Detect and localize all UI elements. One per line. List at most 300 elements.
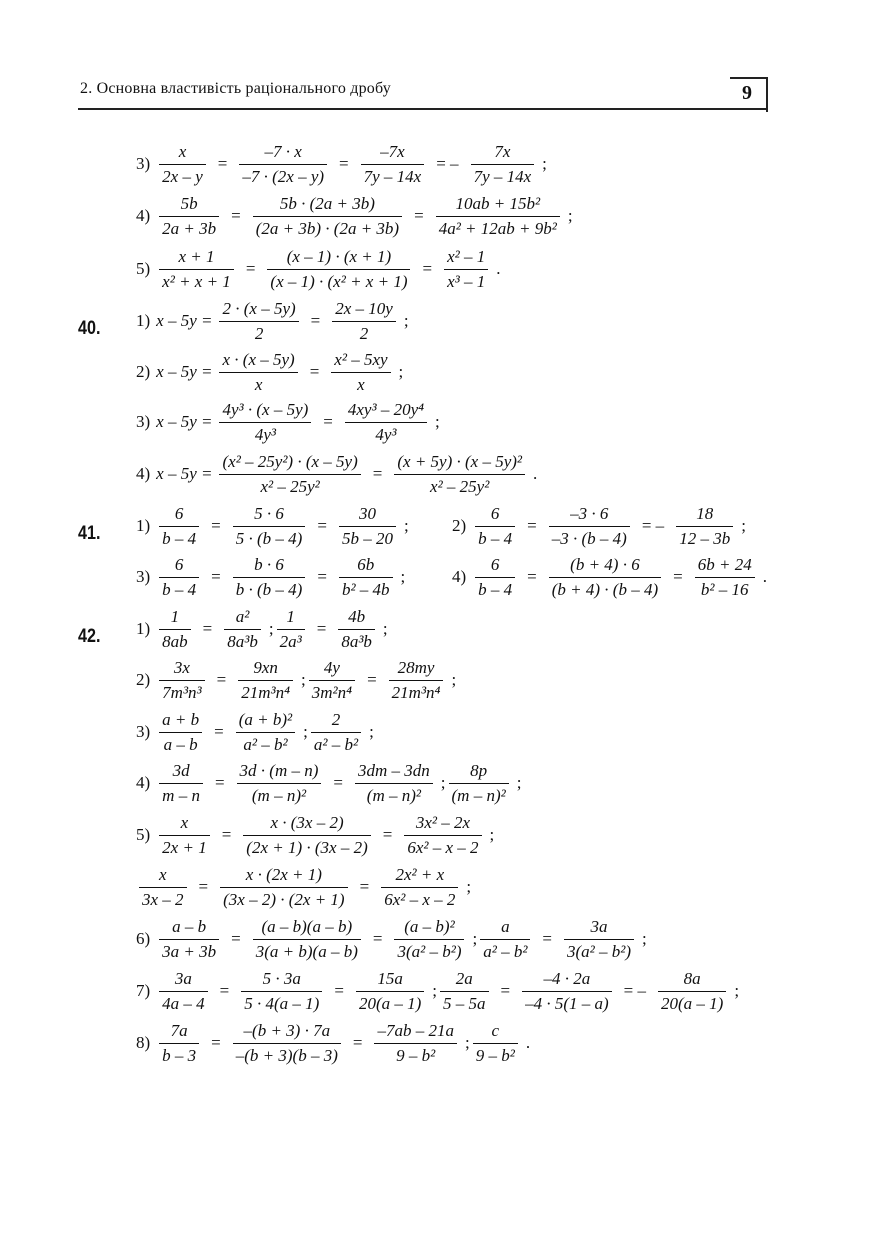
numerator: 7x bbox=[494, 141, 511, 161]
punctuation: . bbox=[496, 259, 501, 278]
denominator: 5b – 20 bbox=[339, 526, 396, 549]
equation-line bbox=[452, 551, 767, 603]
numerator: –(b + 3) · 7a bbox=[243, 1020, 331, 1040]
item-label: 4) bbox=[136, 206, 151, 225]
punctuation: ; bbox=[303, 722, 308, 741]
denominator: b – 4 bbox=[159, 577, 199, 600]
problem-number-40: 40. bbox=[78, 318, 101, 339]
numerator: 3dm – 3dn bbox=[358, 760, 430, 780]
numerator: 8p bbox=[470, 760, 488, 780]
denominator: b – 4 bbox=[475, 526, 515, 549]
denominator: 2x – y bbox=[159, 164, 206, 187]
numerator: 3a bbox=[590, 916, 608, 936]
expression: x – 5y = bbox=[156, 464, 213, 483]
item-label: 5) bbox=[136, 825, 151, 844]
numerator: 9xn bbox=[253, 657, 278, 677]
numerator: 6b bbox=[357, 554, 375, 574]
denominator: x bbox=[331, 372, 390, 395]
denominator: 9 – b² bbox=[374, 1043, 457, 1066]
punctuation: . bbox=[533, 464, 538, 483]
fraction bbox=[436, 194, 560, 239]
item-label: 3) bbox=[136, 567, 151, 586]
punctuation: . bbox=[525, 1033, 531, 1052]
punctuation: ; bbox=[435, 412, 440, 431]
expression: x – 5y = bbox=[156, 412, 213, 431]
equation-line bbox=[136, 190, 573, 242]
punctuation: ; bbox=[400, 567, 406, 586]
denominator: a² – b² bbox=[480, 939, 530, 962]
numerator: x² – 1 bbox=[447, 246, 486, 266]
fraction bbox=[241, 969, 322, 1014]
fraction bbox=[159, 555, 199, 600]
fraction bbox=[159, 710, 202, 755]
numerator: 3d bbox=[172, 760, 190, 780]
equation-line bbox=[136, 654, 456, 706]
fraction bbox=[549, 555, 661, 600]
numerator: 5b bbox=[180, 193, 198, 213]
equation-line bbox=[136, 448, 537, 500]
numerator: (a – b)² bbox=[404, 916, 455, 936]
numerator: –3 · 6 bbox=[570, 503, 609, 523]
numerator: 28my bbox=[397, 657, 435, 677]
operator: = bbox=[382, 825, 393, 844]
expression: x – 5y = bbox=[156, 311, 213, 330]
denominator: 5 · (b – 4) bbox=[233, 526, 306, 549]
expression: x – 5y = bbox=[156, 362, 213, 381]
operator: = bbox=[542, 929, 553, 948]
numerator: x · (3x – 2) bbox=[270, 812, 344, 832]
equation-line bbox=[136, 346, 403, 398]
denominator: x² + x + 1 bbox=[159, 269, 234, 292]
denominator: b² – 4b bbox=[339, 577, 393, 600]
operator: = bbox=[333, 773, 343, 792]
fraction bbox=[361, 142, 425, 187]
numerator: 10ab + 15b² bbox=[455, 193, 541, 213]
denominator: a – b bbox=[159, 732, 202, 755]
denominator: (m – n)² bbox=[237, 783, 322, 806]
fraction bbox=[159, 607, 191, 652]
denominator: 7y – 14x bbox=[361, 164, 425, 187]
fraction bbox=[219, 299, 298, 344]
numerator: –7x bbox=[380, 141, 405, 161]
equation-line bbox=[136, 913, 647, 965]
fraction bbox=[695, 555, 755, 600]
fraction bbox=[475, 504, 515, 549]
punctuation: ; bbox=[516, 773, 522, 792]
item-label: 8) bbox=[136, 1033, 151, 1052]
fraction bbox=[522, 969, 612, 1014]
item-label: 3) bbox=[136, 412, 151, 431]
denominator: 2 bbox=[219, 321, 298, 344]
denominator: –7 · (2x – y) bbox=[239, 164, 327, 187]
denominator: –3 · (b – 4) bbox=[549, 526, 630, 549]
punctuation: ; bbox=[466, 877, 472, 896]
denominator: b – 4 bbox=[475, 577, 515, 600]
equation-line bbox=[136, 861, 471, 913]
header-rule bbox=[78, 108, 768, 110]
numerator: 2a bbox=[455, 968, 473, 988]
denominator: 7y – 14x bbox=[471, 164, 535, 187]
fraction bbox=[549, 504, 630, 549]
fraction bbox=[356, 969, 424, 1014]
numerator: 30 bbox=[358, 503, 376, 523]
punctuation: ; bbox=[734, 981, 740, 1000]
denominator: 21m³n⁴ bbox=[238, 680, 293, 703]
numerator: 4xy³ – 20y⁴ bbox=[347, 399, 425, 419]
denominator: 3(a² – b²) bbox=[564, 939, 634, 962]
operator: = bbox=[219, 981, 230, 1000]
operator: = bbox=[372, 929, 383, 948]
fraction bbox=[238, 658, 293, 703]
punctuation: ; bbox=[268, 619, 274, 638]
operator: = bbox=[309, 362, 320, 381]
denominator: 21m³n⁴ bbox=[389, 680, 444, 703]
fraction bbox=[159, 813, 210, 858]
numerator: 15a bbox=[377, 968, 403, 988]
denominator: 4y³ bbox=[345, 422, 427, 445]
operator: = bbox=[323, 412, 333, 431]
item-label: 6) bbox=[136, 929, 151, 948]
punctuation: ; bbox=[451, 670, 457, 689]
fraction bbox=[676, 504, 733, 549]
punctuation: ; bbox=[432, 981, 437, 1000]
denominator: x³ – 1 bbox=[444, 269, 488, 292]
numerator: 2x² + x bbox=[395, 864, 445, 884]
punctuation: ; bbox=[489, 825, 495, 844]
fraction bbox=[253, 917, 361, 962]
denominator: (3x – 2) · (2x + 1) bbox=[220, 887, 347, 910]
punctuation: ; bbox=[369, 722, 374, 741]
denominator: b · (b – 4) bbox=[233, 577, 306, 600]
item-label: 1) bbox=[136, 516, 151, 535]
numerator: x · (2x + 1) bbox=[245, 864, 322, 884]
fraction bbox=[236, 710, 295, 755]
numerator: a bbox=[501, 916, 510, 936]
numerator: c bbox=[491, 1020, 500, 1040]
equation-line bbox=[136, 295, 409, 347]
item-label: 2) bbox=[136, 670, 151, 689]
numerator: x bbox=[159, 864, 167, 884]
operator: = bbox=[500, 981, 511, 1000]
punctuation: ; bbox=[542, 154, 547, 173]
denominator: 4a² + 12ab + 9b² bbox=[436, 216, 560, 239]
denominator: 12 – 3b bbox=[676, 526, 733, 549]
operator: = bbox=[198, 877, 209, 896]
numerator: x bbox=[178, 141, 187, 161]
fraction bbox=[564, 917, 634, 962]
denominator: 3m²n⁴ bbox=[309, 680, 355, 703]
denominator: a² – b² bbox=[311, 732, 361, 755]
operator: = bbox=[317, 567, 327, 586]
operator: = bbox=[214, 773, 225, 792]
operator: = bbox=[317, 516, 327, 535]
fraction bbox=[404, 813, 481, 858]
numerator: 6b + 24 bbox=[697, 554, 752, 574]
item-label: 3) bbox=[136, 154, 151, 173]
denominator: 20(a – 1) bbox=[356, 991, 424, 1014]
numerator: 6 bbox=[490, 554, 500, 574]
punctuation: ; bbox=[741, 516, 746, 535]
denominator: x² – 25y² bbox=[394, 474, 525, 497]
equation-line bbox=[136, 396, 440, 448]
item-label: 2) bbox=[452, 516, 467, 535]
equation-line bbox=[136, 965, 739, 1017]
denominator: 7m³n³ bbox=[159, 680, 204, 703]
numerator: 2 bbox=[331, 709, 341, 729]
operator: = bbox=[527, 567, 537, 586]
fraction bbox=[233, 1021, 341, 1066]
denominator: b – 4 bbox=[159, 526, 199, 549]
numerator: (a – b)(a – b) bbox=[261, 916, 353, 936]
numerator: a + b bbox=[162, 709, 200, 729]
fraction bbox=[277, 607, 305, 652]
fraction bbox=[233, 504, 306, 549]
numerator: –4 · 2a bbox=[543, 968, 591, 988]
operator: = – bbox=[623, 981, 647, 1000]
fraction bbox=[440, 969, 489, 1014]
punctuation: ; bbox=[440, 773, 446, 792]
numerator: (x – 1) · (x + 1) bbox=[286, 246, 392, 266]
numerator: 2 · (x – 5y) bbox=[222, 298, 296, 318]
numerator: –7 · x bbox=[264, 141, 302, 161]
fraction bbox=[381, 865, 458, 910]
denominator: b – 3 bbox=[159, 1043, 199, 1066]
denominator: 4y³ bbox=[219, 422, 311, 445]
operator: = bbox=[414, 206, 424, 225]
denominator: (m – n)² bbox=[449, 783, 509, 806]
chapter-title: 2. Основна властивість раціонального дробу bbox=[80, 80, 391, 97]
fraction bbox=[219, 452, 360, 497]
numerator: 5b · (2a + 3b) bbox=[279, 193, 375, 213]
operator: = bbox=[352, 1033, 363, 1052]
equation-line bbox=[136, 551, 405, 603]
operator: = bbox=[422, 259, 433, 278]
denominator: 4a – 4 bbox=[159, 991, 208, 1014]
operator: = bbox=[202, 619, 213, 638]
fraction bbox=[237, 761, 322, 806]
numerator: 2x – 10y bbox=[335, 298, 393, 318]
denominator: 5 – 5a bbox=[440, 991, 489, 1014]
denominator: 2x + 1 bbox=[159, 835, 210, 858]
operator: = bbox=[221, 825, 232, 844]
equation-line bbox=[136, 138, 547, 190]
denominator: 3(a + b)(a – b) bbox=[253, 939, 361, 962]
numerator: (x² – 25y²) · (x – 5y) bbox=[222, 451, 358, 471]
fraction bbox=[233, 555, 306, 600]
denominator: 8a³b bbox=[224, 629, 261, 652]
denominator: (2x + 1) · (3x – 2) bbox=[243, 835, 370, 858]
equation-line bbox=[136, 1017, 530, 1069]
denominator: –4 · 5(1 – a) bbox=[522, 991, 612, 1014]
denominator: b² – 16 bbox=[695, 577, 755, 600]
denominator: 3x – 2 bbox=[139, 887, 187, 910]
fraction bbox=[311, 710, 361, 755]
fraction bbox=[444, 247, 488, 292]
numerator: x² – 5xy bbox=[334, 349, 388, 369]
fraction bbox=[658, 969, 726, 1014]
numerator: x + 1 bbox=[178, 246, 215, 266]
numerator: a² bbox=[235, 606, 250, 626]
item-label: 3) bbox=[136, 722, 151, 741]
punctuation: ; bbox=[472, 929, 478, 948]
fraction bbox=[389, 658, 444, 703]
punctuation: ; bbox=[403, 516, 409, 535]
numerator: 4y³ · (x – 5y) bbox=[222, 399, 309, 419]
fraction bbox=[480, 917, 530, 962]
denominator: 2a³ bbox=[277, 629, 305, 652]
operator: = – bbox=[436, 154, 459, 173]
fraction bbox=[309, 658, 355, 703]
item-label: 4) bbox=[136, 773, 151, 792]
equation-line bbox=[136, 706, 374, 758]
punctuation: ; bbox=[382, 619, 388, 638]
denominator: 8a³b bbox=[338, 629, 375, 652]
equation-line bbox=[136, 243, 500, 295]
operator: = bbox=[339, 154, 349, 173]
denominator: 2 bbox=[332, 321, 396, 344]
fraction bbox=[394, 452, 525, 497]
operator: = bbox=[527, 516, 537, 535]
fraction bbox=[159, 1021, 199, 1066]
problem-number-41: 41. bbox=[78, 523, 101, 544]
fraction bbox=[239, 142, 327, 187]
fraction bbox=[159, 969, 208, 1014]
operator: = bbox=[673, 567, 683, 586]
numerator: x bbox=[180, 812, 189, 832]
operator: = bbox=[231, 206, 241, 225]
punctuation: ; bbox=[403, 311, 409, 330]
numerator: 18 bbox=[696, 503, 714, 523]
operator: = bbox=[316, 619, 327, 638]
denominator: 20(a – 1) bbox=[658, 991, 726, 1014]
numerator: 5 · 6 bbox=[254, 503, 284, 523]
numerator: 3d · (m – n) bbox=[239, 760, 319, 780]
denominator: a² – b² bbox=[236, 732, 295, 755]
fraction bbox=[339, 504, 396, 549]
punctuation: . bbox=[762, 567, 767, 586]
fraction bbox=[475, 555, 515, 600]
numerator: x · (x – 5y) bbox=[222, 349, 295, 369]
item-label: 7) bbox=[136, 981, 151, 1000]
operator: = bbox=[372, 464, 383, 483]
operator: = bbox=[216, 670, 227, 689]
operator: = bbox=[310, 311, 321, 330]
operator: = – bbox=[641, 516, 665, 535]
problem-number-42: 42. bbox=[78, 626, 101, 647]
punctuation: ; bbox=[464, 1033, 470, 1052]
fraction bbox=[449, 761, 509, 806]
item-label: 4) bbox=[136, 464, 151, 483]
denominator: –(b + 3)(b – 3) bbox=[233, 1043, 341, 1066]
fraction bbox=[355, 761, 433, 806]
denominator: (b + 4) · (b – 4) bbox=[549, 577, 661, 600]
fraction bbox=[224, 607, 261, 652]
equation-line bbox=[452, 500, 746, 552]
fraction bbox=[159, 761, 203, 806]
page-number: 9 bbox=[742, 82, 752, 104]
operator: = bbox=[245, 259, 256, 278]
fraction bbox=[159, 247, 234, 292]
denominator: (x – 1) · (x² + x + 1) bbox=[267, 269, 410, 292]
operator: = bbox=[211, 516, 221, 535]
fraction bbox=[159, 658, 204, 703]
fraction bbox=[220, 865, 347, 910]
item-label: 1) bbox=[136, 619, 151, 638]
item-label: 5) bbox=[136, 259, 151, 278]
numerator: 3x bbox=[173, 657, 190, 677]
numerator: 6 bbox=[490, 503, 500, 523]
punctuation: ; bbox=[301, 670, 306, 689]
denominator: (2a + 3b) · (2a + 3b) bbox=[253, 216, 402, 239]
fraction bbox=[159, 194, 219, 239]
item-label: 4) bbox=[452, 567, 467, 586]
numerator: 8a bbox=[683, 968, 701, 988]
denominator: 6x² – x – 2 bbox=[404, 835, 481, 858]
numerator: 4b bbox=[348, 606, 366, 626]
fraction bbox=[253, 194, 402, 239]
equation-line bbox=[136, 757, 521, 809]
fraction bbox=[159, 142, 206, 187]
numerator: 3a bbox=[174, 968, 192, 988]
fraction bbox=[374, 1021, 457, 1066]
fraction bbox=[394, 917, 464, 962]
operator: = bbox=[367, 670, 377, 689]
punctuation: ; bbox=[398, 362, 404, 381]
denominator: x² – 25y² bbox=[219, 474, 360, 497]
numerator: 1 bbox=[170, 606, 180, 626]
denominator: 3a + 3b bbox=[159, 939, 219, 962]
fraction bbox=[159, 917, 219, 962]
operator: = bbox=[231, 929, 241, 948]
item-label: 2) bbox=[136, 362, 151, 381]
fraction bbox=[332, 299, 396, 344]
numerator: (b + 4) · 6 bbox=[570, 554, 640, 574]
numerator: a – b bbox=[172, 916, 207, 936]
numerator: –7ab – 21a bbox=[377, 1020, 454, 1040]
numerator: 6 bbox=[174, 554, 184, 574]
denominator: 2a + 3b bbox=[159, 216, 219, 239]
operator: = bbox=[359, 877, 370, 896]
numerator: 5 · 3a bbox=[262, 968, 301, 988]
fraction bbox=[345, 400, 427, 445]
operator: = bbox=[211, 1033, 221, 1052]
fraction bbox=[331, 350, 390, 395]
punctuation: ; bbox=[642, 929, 647, 948]
fraction bbox=[339, 555, 393, 600]
fraction bbox=[471, 142, 535, 187]
numerator: 6 bbox=[174, 503, 184, 523]
operator: = bbox=[217, 154, 228, 173]
fraction bbox=[267, 247, 410, 292]
denominator: 5 · 4(a – 1) bbox=[241, 991, 322, 1014]
denominator: 6x² – x – 2 bbox=[381, 887, 458, 910]
denominator: 8ab bbox=[159, 629, 191, 652]
fraction bbox=[139, 865, 187, 910]
operator: = bbox=[211, 567, 221, 586]
fraction bbox=[159, 504, 199, 549]
numerator: (x + 5y) · (x – 5y)² bbox=[397, 451, 523, 471]
denominator: (m – n)² bbox=[355, 783, 433, 806]
numerator: 3x² – 2x bbox=[415, 812, 471, 832]
fraction bbox=[473, 1021, 518, 1066]
numerator: (a + b)² bbox=[238, 709, 293, 729]
numerator: b · 6 bbox=[254, 554, 284, 574]
equation-line bbox=[136, 603, 388, 655]
operator: = bbox=[334, 981, 344, 1000]
fraction bbox=[219, 350, 297, 395]
equation-line bbox=[136, 500, 409, 552]
equation-line bbox=[136, 809, 494, 861]
